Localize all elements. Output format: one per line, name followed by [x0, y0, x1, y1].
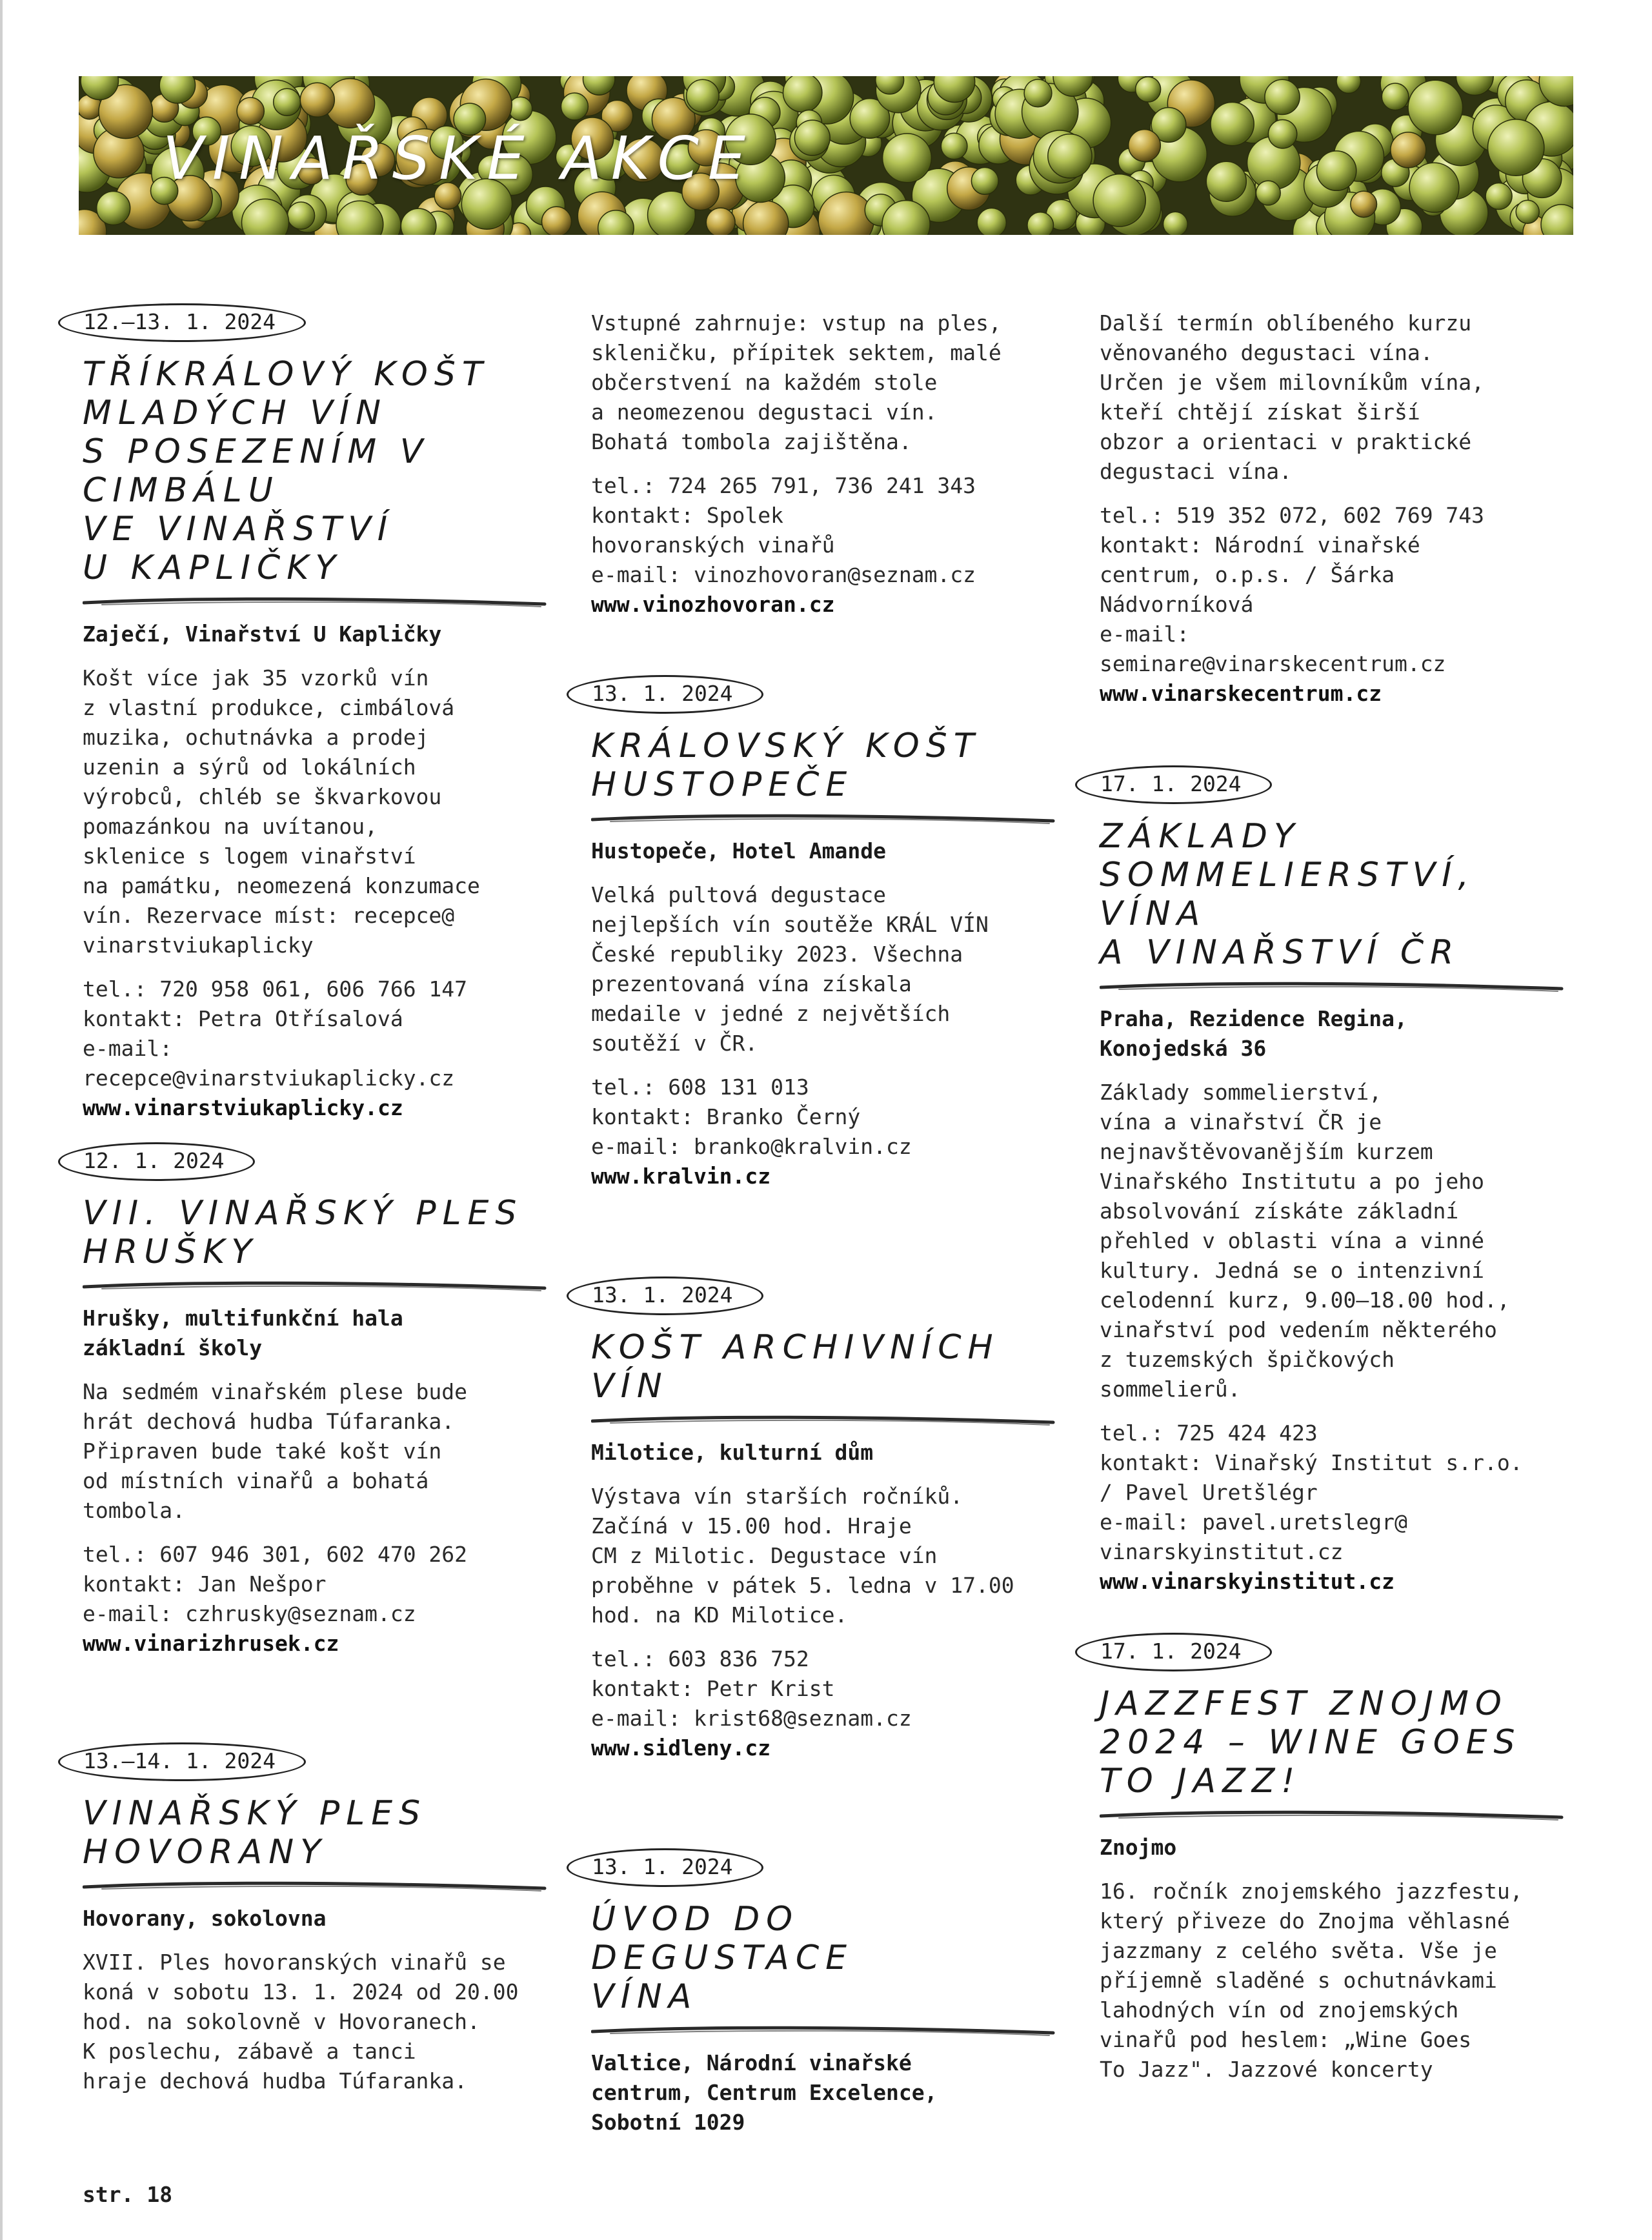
- text-line: Na sedmém vinařském plese bude: [83, 1379, 468, 1404]
- page-edge: [0, 0, 3, 2240]
- text-line: e-mail: vinozhovoran@seznam.cz: [591, 562, 976, 587]
- event-title-line: VÍN: [591, 1367, 669, 1406]
- event-location-line: Zaječí, Vinařství U Kapličky: [83, 621, 442, 647]
- event-location-line: centrum, Centrum Excelence,: [591, 2080, 938, 2105]
- text-line: věnovaného degustaci vína.: [1100, 340, 1433, 365]
- brush-divider: [1100, 978, 1564, 995]
- text-line: seminare@vinarskecentrum.cz: [1100, 651, 1446, 676]
- event-6-continuation: [1100, 308, 1484, 709]
- event-website-link[interactable]: www.vinozhovoran.cz: [591, 592, 835, 617]
- text-line: Výstava vín starších ročníků.: [591, 1484, 963, 1509]
- event-website-link[interactable]: www.vinarizhrusek.cz: [83, 1631, 339, 1656]
- text-line: koná v sobotu 13. 1. 2024 od 20.00: [83, 1979, 519, 2004]
- event-6: [565, 1848, 1062, 2137]
- text-line: e-mail: pavel.uretslegr@: [1100, 1509, 1407, 1535]
- brush-divider: [83, 1878, 547, 1895]
- event-title-line: TO JAZZ!: [1100, 1762, 1302, 1801]
- event-location-line: Hustopeče, Hotel Amande: [591, 838, 886, 863]
- event-location-line: základní školy: [83, 1335, 263, 1360]
- text-line: sklenice s logem vinařství: [83, 843, 416, 869]
- event-location: [1100, 1833, 1584, 1862]
- text-line: hod. na KD Milotice.: [591, 1602, 848, 1628]
- text-line: CM z Milotic. Degustace vín: [591, 1543, 938, 1568]
- event-title-line: HRUŠKY: [83, 1233, 259, 1271]
- event-title-line: VINAŘSKÝ PLES: [83, 1794, 427, 1833]
- text-line: hrát dechová hudba Túfaranka.: [83, 1409, 455, 1434]
- event-location-line: Konojedská 36: [1100, 1036, 1267, 1061]
- text-line: občerstvení na každém stole: [591, 370, 938, 395]
- text-line: kontakt: Jan Nešpor: [83, 1571, 327, 1597]
- event-description: [1100, 308, 1484, 487]
- event-5: [565, 1276, 1062, 1763]
- brush-divider: [591, 811, 1056, 827]
- text-line: z vlastní produkce, cimbálová: [83, 695, 455, 720]
- text-line: hraje dechová hudba Túfaranka.: [83, 2068, 468, 2094]
- event-3-continuation: [591, 308, 1002, 620]
- event-contacts: [591, 1073, 1062, 1191]
- text-line: recepce@vinarstviukaplicky.cz: [83, 1065, 455, 1091]
- text-line: Vinařského Institutu a po jeho: [1100, 1169, 1485, 1194]
- text-line: K poslechu, zábavě a tanci: [83, 2039, 416, 2064]
- text-line: e-mail: czhrusky@seznam.cz: [83, 1601, 416, 1626]
- text-line: obzor a orientaci v praktické: [1100, 429, 1472, 454]
- event-website-link[interactable]: www.sidleny.cz: [591, 1735, 771, 1761]
- brush-divider: [591, 1412, 1056, 1429]
- text-line: tel.: 725 424 423: [1100, 1420, 1318, 1446]
- brush-divider: [83, 594, 547, 610]
- event-description: [83, 663, 547, 960]
- text-line: vína a vinařství ČR je: [1100, 1109, 1382, 1135]
- event-description: [83, 1377, 547, 1526]
- event-location: [591, 1438, 1062, 1468]
- text-line: na památku, neomezená konzumace: [83, 873, 480, 898]
- event-location: [83, 620, 547, 649]
- text-line: To Jazz". Jazzové koncerty: [1100, 2057, 1433, 2082]
- event-contacts: [1100, 1418, 1584, 1597]
- event-contacts: [591, 471, 1002, 590]
- event-title-line: ÚVOD DO DEGUSTACE: [591, 1900, 853, 1977]
- text-line: hod. na sokolovně v Hovoranech.: [83, 2009, 480, 2034]
- event-title-line: VE VINAŘSTVÍ: [83, 510, 394, 549]
- text-line: kultury. Jedná se o intenzivní: [1100, 1258, 1485, 1283]
- header-banner: [79, 76, 1573, 235]
- event-title: [1100, 1684, 1584, 1801]
- event-contacts: [83, 1540, 547, 1659]
- text-line: kontakt: Branko Černý: [591, 1104, 861, 1129]
- event-description: [83, 1948, 547, 2096]
- event-location-line: Hovorany, sokolovna: [83, 1906, 327, 1931]
- event-website-link[interactable]: www.kralvin.cz: [591, 1164, 771, 1189]
- text-line: tel.: 608 131 013: [591, 1075, 809, 1100]
- text-line: Základy sommelierství,: [1100, 1080, 1382, 1105]
- event-website-link[interactable]: www.vinarskyinstitut.cz: [1100, 1569, 1395, 1594]
- event-title-line: JAZZFEST ZNOJMO: [1100, 1684, 1508, 1723]
- event-date-badge: 13. 1. 2024: [567, 675, 763, 714]
- text-line: pomazánkou na uvítanou,: [83, 814, 378, 839]
- text-line: / Pavel Uretšlégr: [1100, 1480, 1318, 1505]
- text-line: e-mail: krist68@seznam.cz: [591, 1706, 912, 1731]
- event-contacts: [1100, 501, 1484, 679]
- event-contacts: [591, 1644, 1062, 1763]
- event-title-line: SOMMELIERSTVÍ, VÍNA: [1100, 856, 1476, 933]
- text-line: e-mail:: [1100, 621, 1190, 647]
- event-title: [591, 1328, 1062, 1406]
- event-title-line: HOVORANY: [83, 1833, 327, 1872]
- event-title-line: A VINAŘSTVÍ ČR: [1100, 933, 1460, 972]
- event-date-badge: 13.–14. 1. 2024: [58, 1742, 306, 1781]
- text-line: z tuzemských špičkových: [1100, 1347, 1395, 1372]
- text-line: nejnavštěvovanějším kurzem: [1100, 1139, 1433, 1164]
- text-line: kontakt: Petr Krist: [591, 1676, 835, 1701]
- event-title: [591, 1900, 1062, 2016]
- text-line: sommelierů.: [1100, 1377, 1241, 1402]
- text-line: Košt více jak 35 vzorků vín: [83, 665, 429, 691]
- event-title-line: TŘÍKRÁLOVÝ KOŠT: [83, 355, 489, 394]
- event-title: [83, 355, 547, 587]
- text-line: a neomezenou degustaci vín.: [591, 399, 938, 425]
- text-line: Bohatá tombola zajištěna.: [591, 429, 912, 454]
- text-line: přehled v oblasti vína a vinné: [1100, 1228, 1485, 1253]
- text-line: kontakt: Spolek: [591, 503, 784, 528]
- text-line: České republiky 2023. Všechna: [591, 942, 963, 967]
- event-title-line: KRÁLOVSKÝ KOŠT: [591, 727, 981, 765]
- text-line: vinarskyinstitut.cz: [1100, 1539, 1344, 1564]
- event-title-line: VÍNA: [591, 1977, 698, 2016]
- text-line: Velká pultová degustace: [591, 882, 886, 907]
- event-location: [1100, 1004, 1584, 1064]
- event-description: [1100, 1877, 1584, 2084]
- event-1: [57, 303, 547, 1123]
- event-title: [83, 1794, 547, 1872]
- event-title: [1100, 817, 1584, 972]
- text-line: 16. ročník znojemského jazzfestu,: [1100, 1879, 1523, 1904]
- event-date-badge: 13. 1. 2024: [567, 1848, 763, 1887]
- event-description: [591, 1482, 1062, 1630]
- text-line: vinařů pod heslem: „Wine Goes: [1100, 2027, 1472, 2052]
- text-line: celodenní kurz, 9.00–18.00 hod.,: [1100, 1287, 1510, 1313]
- text-line: tel.: 720 958 061, 606 766 147: [83, 976, 468, 1002]
- text-line: kontakt: Vinařský Institut s.r.o.: [1100, 1450, 1523, 1475]
- text-line: kontakt: Národní vinařské: [1100, 532, 1420, 558]
- brush-divider: [1100, 1807, 1564, 1824]
- event-title-line: ZÁKLADY: [1100, 817, 1301, 856]
- event-8: [1074, 1633, 1584, 2084]
- text-line: e-mail: branko@kralvin.cz: [591, 1134, 912, 1159]
- text-line: medaile v jedné z největších: [591, 1001, 951, 1026]
- event-date-badge: 13. 1. 2024: [567, 1276, 763, 1315]
- event-location-line: Sobotní 1029: [591, 2110, 745, 2135]
- page-number: str. 18: [83, 2182, 173, 2207]
- brush-divider: [591, 2023, 1056, 2039]
- text-line: XVII. Ples hovoranských vinařů se: [83, 1950, 506, 1975]
- text-line: centrum, o.p.s. / Šárka: [1100, 562, 1395, 587]
- event-date-badge: 12. 1. 2024: [58, 1142, 255, 1181]
- event-website-link[interactable]: www.vinarstviukaplicky.cz: [83, 1095, 403, 1120]
- text-line: tel.: 603 836 752: [591, 1646, 809, 1671]
- text-line: kteří chtějí získat širší: [1100, 399, 1420, 425]
- text-line: tombola.: [83, 1498, 185, 1523]
- event-location-line: Znojmo: [1100, 1835, 1177, 1860]
- text-line: tel.: 607 946 301, 602 470 262: [83, 1542, 468, 1567]
- banner-title: VINAŘSKÉ AKCE: [163, 124, 755, 193]
- event-4: [565, 675, 1062, 1191]
- text-line: od místních vinařů a bohatá: [83, 1468, 429, 1493]
- text-line: nejlepších vín soutěže KRÁL VÍN: [591, 912, 989, 937]
- event-title-line: 2024 – WINE GOES: [1100, 1723, 1522, 1762]
- event-title-line: VII. VINAŘSKÝ PLES: [83, 1194, 523, 1233]
- text-line: soutěží v ČR.: [591, 1031, 758, 1056]
- text-line: příjemně sladěné s ochutnávkami: [1100, 1968, 1497, 1993]
- event-location-line: Hrušky, multifunkční hala: [83, 1306, 403, 1331]
- text-line: Určen je všem milovníkům vína,: [1100, 370, 1485, 395]
- event-date-badge: 17. 1. 2024: [1075, 1633, 1272, 1671]
- event-7: [1074, 765, 1584, 1597]
- event-location: [591, 2048, 1062, 2137]
- text-line: vín. Rezervace míst: recepce@: [83, 903, 455, 928]
- event-location-line: Valtice, Národní vinařské: [591, 2050, 912, 2075]
- text-line: Připraven bude také košt vín: [83, 1438, 442, 1464]
- text-line: vinarstviukaplicky: [83, 933, 314, 958]
- text-line: vinařství pod vedením některého: [1100, 1317, 1497, 1342]
- event-description: [591, 308, 1002, 457]
- text-line: absolvování získáte základní: [1100, 1198, 1459, 1224]
- event-date-badge: 17. 1. 2024: [1075, 765, 1272, 804]
- text-line: tel.: 724 265 791, 736 241 343: [591, 473, 976, 498]
- event-website-link[interactable]: www.vinarskecentrum.cz: [1100, 681, 1382, 706]
- event-location-line: Milotice, kulturní dům: [591, 1440, 874, 1465]
- text-line: muzika, ochutnávka a prodej: [83, 725, 429, 750]
- event-description: [1100, 1078, 1584, 1404]
- event-title-line: MLADÝCH VÍN: [83, 394, 388, 432]
- event-title: [83, 1194, 547, 1271]
- event-2: [57, 1142, 547, 1659]
- text-line: lahodných vín od znojemských: [1100, 1997, 1459, 2023]
- event-3: [57, 1742, 547, 2096]
- text-line: skleničku, přípitek sektem, malé: [591, 340, 1002, 365]
- text-line: Další termín oblíbeného kurzu: [1100, 310, 1472, 336]
- text-line: degustaci vína.: [1100, 459, 1293, 484]
- event-location-line: Praha, Rezidence Regina,: [1100, 1006, 1407, 1031]
- event-location: [83, 1904, 547, 1933]
- text-line: tel.: 519 352 072, 602 769 743: [1100, 503, 1485, 528]
- event-description: [591, 880, 1062, 1058]
- event-title-line: S POSEZENÍM V CIMBÁLU: [83, 432, 430, 510]
- event-title-line: U KAPLIČKY: [83, 549, 343, 587]
- text-line: uzenin a sýrů od lokálních: [83, 754, 416, 780]
- text-line: proběhne v pátek 5. ledna v 17.00: [591, 1573, 1014, 1598]
- text-line: prezentovaná vína získala: [591, 971, 912, 996]
- text-line: Vstupné zahrnuje: vstup na ples,: [591, 310, 1002, 336]
- event-date-badge: 12.–13. 1. 2024: [58, 303, 306, 342]
- event-title-line: KOŠT ARCHIVNÍCH: [591, 1328, 1000, 1367]
- event-contacts: [83, 974, 547, 1123]
- event-location: [591, 836, 1062, 866]
- text-line: jazzmany z celého světa. Vše je: [1100, 1938, 1497, 1963]
- text-line: který přiveze do Znojma věhlasné: [1100, 1908, 1510, 1933]
- event-title-line: HUSTOPEČE: [591, 765, 854, 804]
- text-line: kontakt: Petra Otřísalová: [83, 1006, 403, 1031]
- text-line: Nádvorníková: [1100, 592, 1254, 617]
- text-line: Začíná v 15.00 hod. Hraje: [591, 1513, 912, 1539]
- event-location: [83, 1304, 547, 1363]
- event-title: [591, 727, 1062, 804]
- text-line: e-mail:: [83, 1036, 173, 1061]
- text-line: hovoranských vinařů: [591, 532, 835, 558]
- brush-divider: [83, 1278, 547, 1295]
- text-line: výrobců, chléb se škvarkovou: [83, 784, 442, 809]
